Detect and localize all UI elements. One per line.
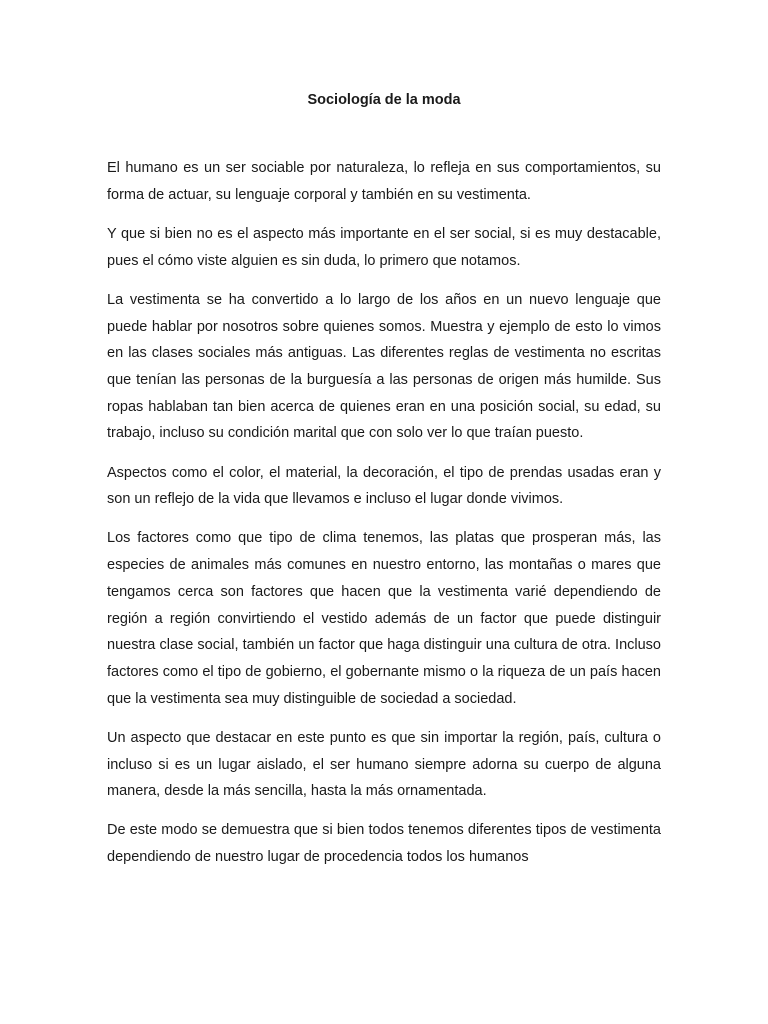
- paragraph: El humano es un ser sociable por naturaleza, lo refleja en sus comportamientos, su forma de actuar, su lenguaje corporal y también en su vestimenta.: [107, 160, 661, 203]
- paragraph: Y que si bien no es el aspecto más importante en el ser social, si es muy destacable, pues el cómo viste alguien es sin duda, lo primero que notamos.: [107, 225, 661, 269]
- paragraph: Los factores como que tipo de clima tenemos, las platas que prosperan más, las especies de animales más comunes en nuestro entorno, las montañas o mares que tengamos cerca son factores que hacen que la vestimenta varié dependiendo de región a región convirtiendo el vestido además de un factor que puede distinguir nuestra clase social, también un factor que haga distinguir una cultura de otra. Incluso factores como el tipo de gobierno, el gobernante mismo o la riqueza de un país hacen que la vestimenta sea muy distinguible de sociedad a sociedad.: [107, 530, 661, 707]
- paragraph: Aspectos como el color, el material, la decoración, el tipo de prendas usadas eran y son un reflejo de la vida que llevamos e incluso el lugar donde vivimos.: [107, 464, 661, 508]
- document-body: [107, 155, 661, 883]
- paragraph: La vestimenta se ha convertido a lo largo de los años en un nuevo lenguaje que puede hablar por nosotros sobre quienes somos. Muestra y ejemplo de esto lo vimos en las clases sociales más antiguas. Las diferentes reglas de vestimenta no escritas que tenían las personas de la burguesía a las personas de origen más humilde. Sus ropas hablaban tan bien acerca de quienes eran en una posición social, su edad, su trabajo, incluso su condición marital que con solo ver lo que traían puesto.: [107, 291, 661, 442]
- paragraph: De este modo se demuestra que si bien todos tenemos diferentes tipos de vestimenta dependiendo de nuestro lugar de procedencia todos los humanos: [107, 822, 661, 866]
- paragraph: Un aspecto que destacar en este punto es que sin importar la región, país, cultura o incluso si es un lugar aislado, el ser humano siempre adorna su cuerpo de alguna manera, desde la más sencilla, hasta la más ornamentada.: [107, 729, 661, 800]
- document-title: Sociología de la moda: [307, 92, 461, 108]
